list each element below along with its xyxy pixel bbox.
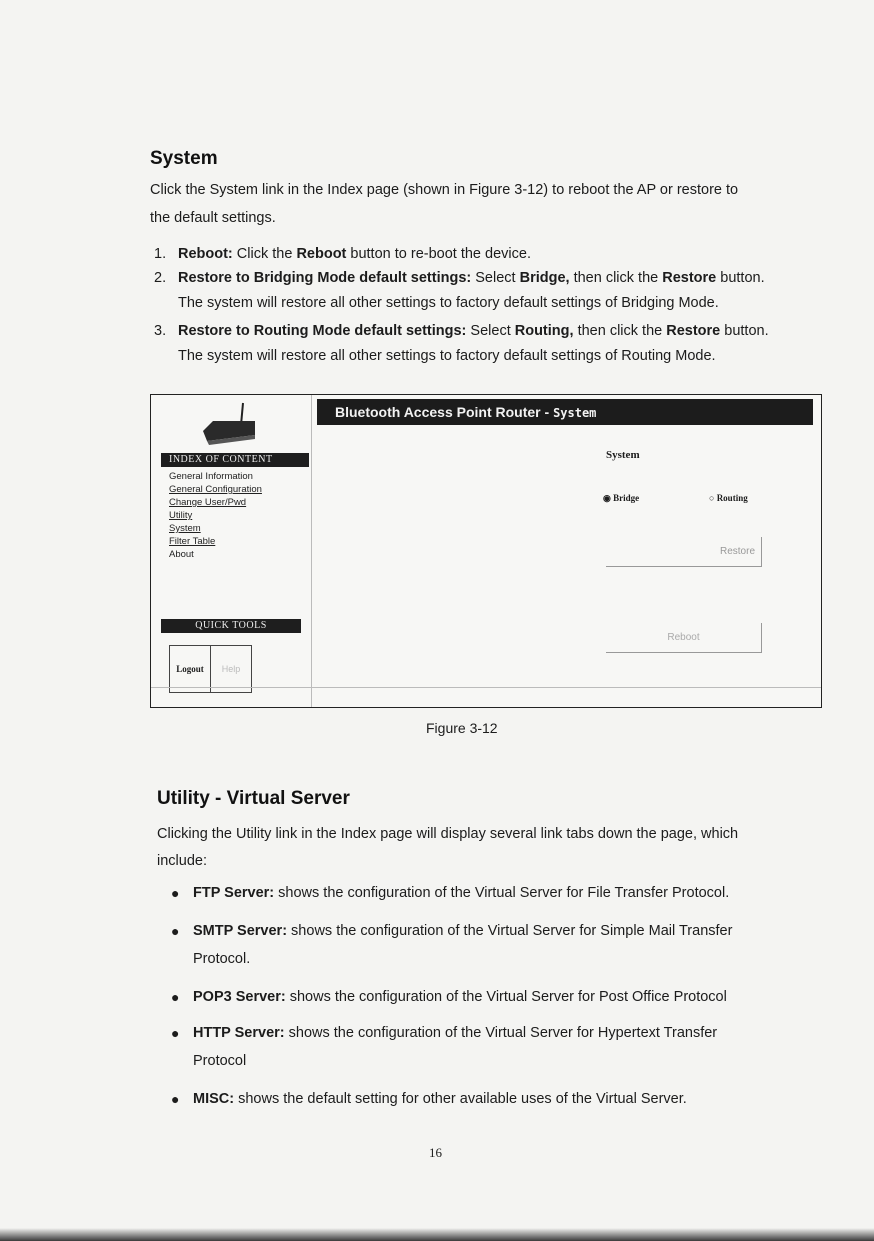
link-system[interactable]: System <box>169 523 201 534</box>
app-titlebar <box>317 399 813 425</box>
list-item-reboot: 1. Reboot: Click the Reboot button to re-boot the device. <box>154 246 531 262</box>
scan-edge <box>0 1228 874 1241</box>
restore-button[interactable]: Restore <box>606 537 762 567</box>
section-title: System <box>606 449 640 461</box>
utility-intro-line1: Clicking the Utility link in the Index page will display several link tabs down the page, which <box>157 826 739 842</box>
bullet-smtp: ● SMTP Server: shows the configuration of the Virtual Server for Simple Mail Transfer <box>193 918 732 944</box>
system-heading: System <box>150 148 218 169</box>
list-item-restore-routing: 3. Restore to Routing Mode default settings: Select Routing, then click the Restore button. <box>154 323 769 339</box>
list-item-restore-bridging: 2. Restore to Bridging Mode default settings: Select Bridge, then click the Restore button. <box>154 270 765 286</box>
link-general-information[interactable]: General Information <box>169 471 253 482</box>
utility-intro-line2: include: <box>157 853 207 869</box>
bullet-misc: ● MISC: shows the default setting for other available uses of the Virtual Server. <box>193 1086 687 1112</box>
page-number: 16 <box>429 1145 442 1160</box>
figure-caption: Figure 3-12 <box>426 720 498 736</box>
radio-routing[interactable]: ○ Routing <box>709 493 748 503</box>
list-item-restore-bridging-line2: The system will restore all other settings to factory default settings of Bridging Mode. <box>178 295 719 311</box>
list-item-restore-routing-line2: The system will restore all other settings to factory default settings of Routing Mode. <box>178 348 716 364</box>
link-utility[interactable]: Utility <box>169 510 193 521</box>
app-title: Bluetooth Access Point Router - <box>335 404 554 420</box>
link-filter-table[interactable]: Filter Table <box>169 536 216 547</box>
radio-bridge[interactable]: ◉ Bridge <box>603 493 640 503</box>
app-title-section: System <box>553 406 597 420</box>
system-intro-line1: Click the System link in the Index page (shown in Figure 3-12) to reboot the AP or restore to <box>150 182 739 198</box>
index-of-content-header: INDEX OF CONTENT <box>161 453 309 467</box>
bullet-http: ● HTTP Server: shows the configuration of the Virtual Server for Hypertext Transfer <box>193 1020 717 1046</box>
bullet-dot-icon: ● <box>171 1025 180 1041</box>
index-links <box>169 470 262 561</box>
link-change-user-pwd[interactable]: Change User/Pwd <box>169 497 247 508</box>
link-about[interactable]: About <box>169 549 194 560</box>
radio-unselected-icon[interactable]: ○ <box>709 493 715 503</box>
bullet-dot-icon: ● <box>171 923 180 939</box>
figure-bottom-frame <box>151 687 821 708</box>
logout-button[interactable]: Logout <box>169 645 211 693</box>
sidebar <box>151 395 312 707</box>
quick-tools-header: QUICK TOOLS <box>161 619 301 633</box>
bullet-pop3: ● POP3 Server: shows the configuration of the Virtual Server for Post Office Protocol <box>193 984 727 1010</box>
utility-heading: Utility - Virtual Server <box>157 788 350 809</box>
bullet-http-line2: Protocol <box>193 1053 247 1069</box>
link-general-configuration[interactable]: General Configuration <box>169 484 262 495</box>
router-icon <box>199 401 259 445</box>
bullet-smtp-line2: Protocol. <box>193 951 251 967</box>
bullet-dot-icon: ● <box>171 1091 180 1107</box>
system-intro-line2: the default settings. <box>150 210 276 226</box>
bullet-ftp: ● FTP Server: shows the configuration of the Virtual Server for File Transfer Protocol. <box>193 880 729 906</box>
bullet-dot-icon: ● <box>171 885 180 901</box>
radio-selected-icon[interactable]: ◉ <box>603 493 611 503</box>
bullet-dot-icon: ● <box>171 989 180 1005</box>
reboot-button[interactable]: Reboot <box>606 623 762 653</box>
figure-screenshot <box>150 394 822 708</box>
help-button[interactable]: Help <box>210 645 252 693</box>
